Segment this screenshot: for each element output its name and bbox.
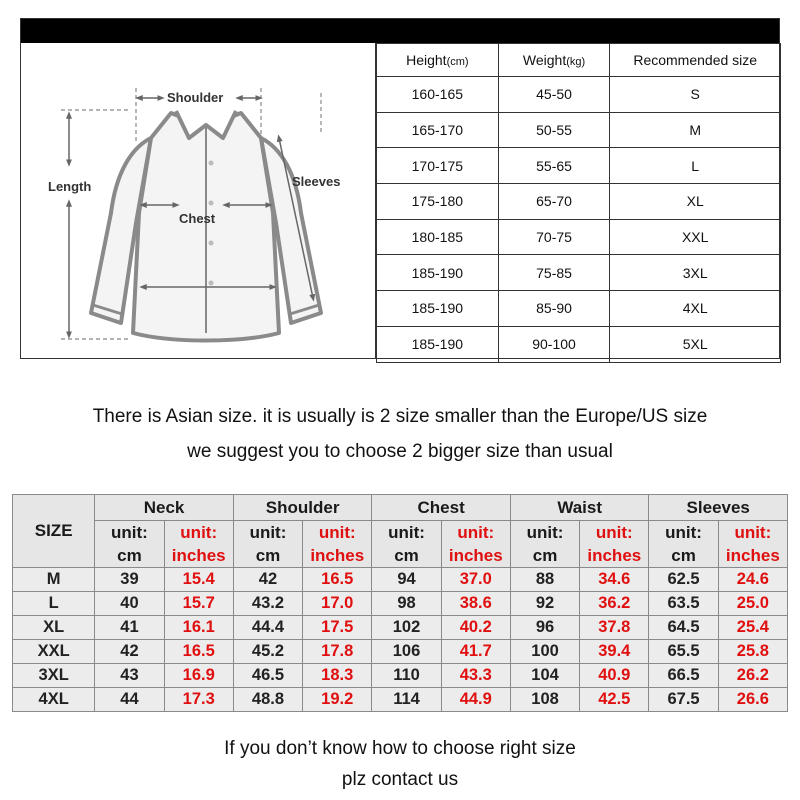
size-table-row xyxy=(377,112,781,148)
inches-value-cell: 40.2 xyxy=(441,616,510,640)
inches-value-cell: 19.2 xyxy=(303,688,372,712)
unit-cm-header: unit: cm xyxy=(510,521,579,568)
cm-value-cell: 44.4 xyxy=(233,616,302,640)
cm-value-cell: 65.5 xyxy=(649,640,718,664)
size-cell: M xyxy=(13,568,95,592)
height-cell: 180-185 xyxy=(377,219,499,255)
neck-header: Neck xyxy=(95,495,234,521)
cm-value-cell: 64.5 xyxy=(649,616,718,640)
cm-value-cell: 43 xyxy=(95,664,164,688)
unit-header-row xyxy=(13,521,788,568)
unit-cm-header: unit: cm xyxy=(233,521,302,568)
size-table-row xyxy=(377,77,781,113)
weight-cell: 55-65 xyxy=(498,148,610,184)
recommended-size-header: Recommended size xyxy=(610,44,781,77)
cm-value-cell: 110 xyxy=(372,664,441,688)
height-cell: 160-165 xyxy=(377,77,499,113)
inches-value-cell: 41.7 xyxy=(441,640,510,664)
inches-value-cell: 15.4 xyxy=(164,568,233,592)
inches-value-cell: 37.0 xyxy=(441,568,510,592)
cm-value-cell: 92 xyxy=(510,592,579,616)
cm-value-cell: 63.5 xyxy=(649,592,718,616)
unit-inches-header: unit: inches xyxy=(303,521,372,568)
measurement-row xyxy=(13,568,788,592)
unit-cm-header: unit: cm xyxy=(649,521,718,568)
size-cell: XL xyxy=(13,616,95,640)
recommended-size-cell: 4XL xyxy=(610,291,781,327)
measurement-row xyxy=(13,640,788,664)
unit-inches-header: unit: inches xyxy=(441,521,510,568)
height-cell: 175-180 xyxy=(377,184,499,220)
inches-value-cell: 25.4 xyxy=(718,616,787,640)
cm-value-cell: 96 xyxy=(510,616,579,640)
recommended-size-cell: XXL xyxy=(610,219,781,255)
measurement-row xyxy=(13,688,788,712)
inches-value-cell: 16.5 xyxy=(303,568,372,592)
size-table-row xyxy=(377,148,781,184)
recommended-size-cell: 3XL xyxy=(610,255,781,291)
unit-inches-header: unit: inches xyxy=(718,521,787,568)
measurement-table xyxy=(12,494,788,712)
recommended-size-cell: L xyxy=(610,148,781,184)
inches-value-cell: 44.9 xyxy=(441,688,510,712)
size-column-header: SIZE xyxy=(13,495,95,568)
size-suggestion-note: we suggest you to choose 2 bigger size than usual xyxy=(187,441,613,462)
inches-value-cell: 37.8 xyxy=(580,616,649,640)
cm-value-cell: 67.5 xyxy=(649,688,718,712)
inches-value-cell: 24.6 xyxy=(718,568,787,592)
unit-cm-header: unit: cm xyxy=(95,521,164,568)
inches-value-cell: 26.2 xyxy=(718,664,787,688)
size-table-header-row xyxy=(377,44,781,77)
weight-cell: 90-100 xyxy=(498,326,610,362)
cm-value-cell: 48.8 xyxy=(233,688,302,712)
inches-value-cell: 39.4 xyxy=(580,640,649,664)
cm-value-cell: 100 xyxy=(510,640,579,664)
inches-value-cell: 40.9 xyxy=(580,664,649,688)
cm-value-cell: 106 xyxy=(372,640,441,664)
size-cell: XXL xyxy=(13,640,95,664)
weight-cell: 85-90 xyxy=(498,291,610,327)
sleeves-header: Sleeves xyxy=(649,495,788,521)
cm-value-cell: 39 xyxy=(95,568,164,592)
measurement-row xyxy=(13,664,788,688)
cm-value-cell: 46.5 xyxy=(233,664,302,688)
length-label: Length xyxy=(48,179,92,194)
size-cell: L xyxy=(13,592,95,616)
inches-value-cell: 16.1 xyxy=(164,616,233,640)
contact-note: plz contact us xyxy=(341,769,459,790)
inches-value-cell: 17.5 xyxy=(303,616,372,640)
inches-value-cell: 16.9 xyxy=(164,664,233,688)
recommended-size-cell: M xyxy=(610,112,781,148)
inches-value-cell: 25.8 xyxy=(718,640,787,664)
weight-cell: 50-55 xyxy=(498,112,610,148)
inches-value-cell: 25.0 xyxy=(718,592,787,616)
weight-cell: 65-70 xyxy=(498,184,610,220)
shirt-diagram xyxy=(21,43,376,358)
header-bar xyxy=(21,19,779,43)
weight-header: Weight(kg) xyxy=(498,44,610,77)
recommended-size-table xyxy=(376,43,781,363)
weight-cell: 45-50 xyxy=(498,77,610,113)
unit-inches-header: unit: inches xyxy=(164,521,233,568)
unit-cm-header: unit: cm xyxy=(372,521,441,568)
inches-value-cell: 17.8 xyxy=(303,640,372,664)
recommended-size-cell: 5XL xyxy=(610,326,781,362)
inches-value-cell: 26.6 xyxy=(718,688,787,712)
inches-value-cell: 43.3 xyxy=(441,664,510,688)
cm-value-cell: 45.2 xyxy=(233,640,302,664)
size-table-row xyxy=(377,326,781,362)
inches-value-cell: 34.6 xyxy=(580,568,649,592)
cm-value-cell: 88 xyxy=(510,568,579,592)
inches-value-cell: 17.3 xyxy=(164,688,233,712)
cm-value-cell: 98 xyxy=(372,592,441,616)
cm-value-cell: 104 xyxy=(510,664,579,688)
unit-inches-header: unit: inches xyxy=(580,521,649,568)
cm-value-cell: 44 xyxy=(95,688,164,712)
cm-value-cell: 43.2 xyxy=(233,592,302,616)
weight-cell: 70-75 xyxy=(498,219,610,255)
sleeves-label: Sleeves xyxy=(292,174,341,189)
group-header-row xyxy=(13,495,788,521)
cm-value-cell: 62.5 xyxy=(649,568,718,592)
waist-header: Waist xyxy=(510,495,649,521)
height-cell: 170-175 xyxy=(377,148,499,184)
inches-value-cell: 17.0 xyxy=(303,592,372,616)
inches-value-cell: 18.3 xyxy=(303,664,372,688)
size-table-row xyxy=(377,184,781,220)
height-cell: 185-190 xyxy=(377,326,499,362)
shoulder-header: Shoulder xyxy=(233,495,372,521)
chest-label: Chest xyxy=(179,211,216,226)
inches-value-cell: 36.2 xyxy=(580,592,649,616)
size-table-row xyxy=(377,255,781,291)
size-table-row xyxy=(377,291,781,327)
measurement-row xyxy=(13,616,788,640)
height-cell: 185-190 xyxy=(377,291,499,327)
size-cell: 4XL xyxy=(13,688,95,712)
weight-cell: 75-85 xyxy=(498,255,610,291)
cm-value-cell: 41 xyxy=(95,616,164,640)
cm-value-cell: 94 xyxy=(372,568,441,592)
inches-value-cell: 38.6 xyxy=(441,592,510,616)
asian-size-note: There is Asian size. it is usually is 2 size smaller than the Europe/US size xyxy=(92,406,708,427)
size-table-row xyxy=(377,219,781,255)
measurement-row xyxy=(13,592,788,616)
recommended-size-cell: S xyxy=(610,77,781,113)
cm-value-cell: 42 xyxy=(95,640,164,664)
recommended-size-cell: XL xyxy=(610,184,781,220)
cm-value-cell: 114 xyxy=(372,688,441,712)
cm-value-cell: 108 xyxy=(510,688,579,712)
size-cell: 3XL xyxy=(13,664,95,688)
cm-value-cell: 42 xyxy=(233,568,302,592)
size-guide-top-panel xyxy=(20,18,780,359)
height-cell: 165-170 xyxy=(377,112,499,148)
height-header: Height(cm) xyxy=(377,44,499,77)
height-cell: 185-190 xyxy=(377,255,499,291)
shoulder-label: Shoulder xyxy=(167,90,224,105)
cm-value-cell: 66.5 xyxy=(649,664,718,688)
inches-value-cell: 16.5 xyxy=(164,640,233,664)
inches-value-cell: 15.7 xyxy=(164,592,233,616)
cm-value-cell: 40 xyxy=(95,592,164,616)
help-note: If you don’t know how to choose right size xyxy=(224,738,576,759)
chest-header: Chest xyxy=(372,495,511,521)
inches-value-cell: 42.5 xyxy=(580,688,649,712)
cm-value-cell: 102 xyxy=(372,616,441,640)
